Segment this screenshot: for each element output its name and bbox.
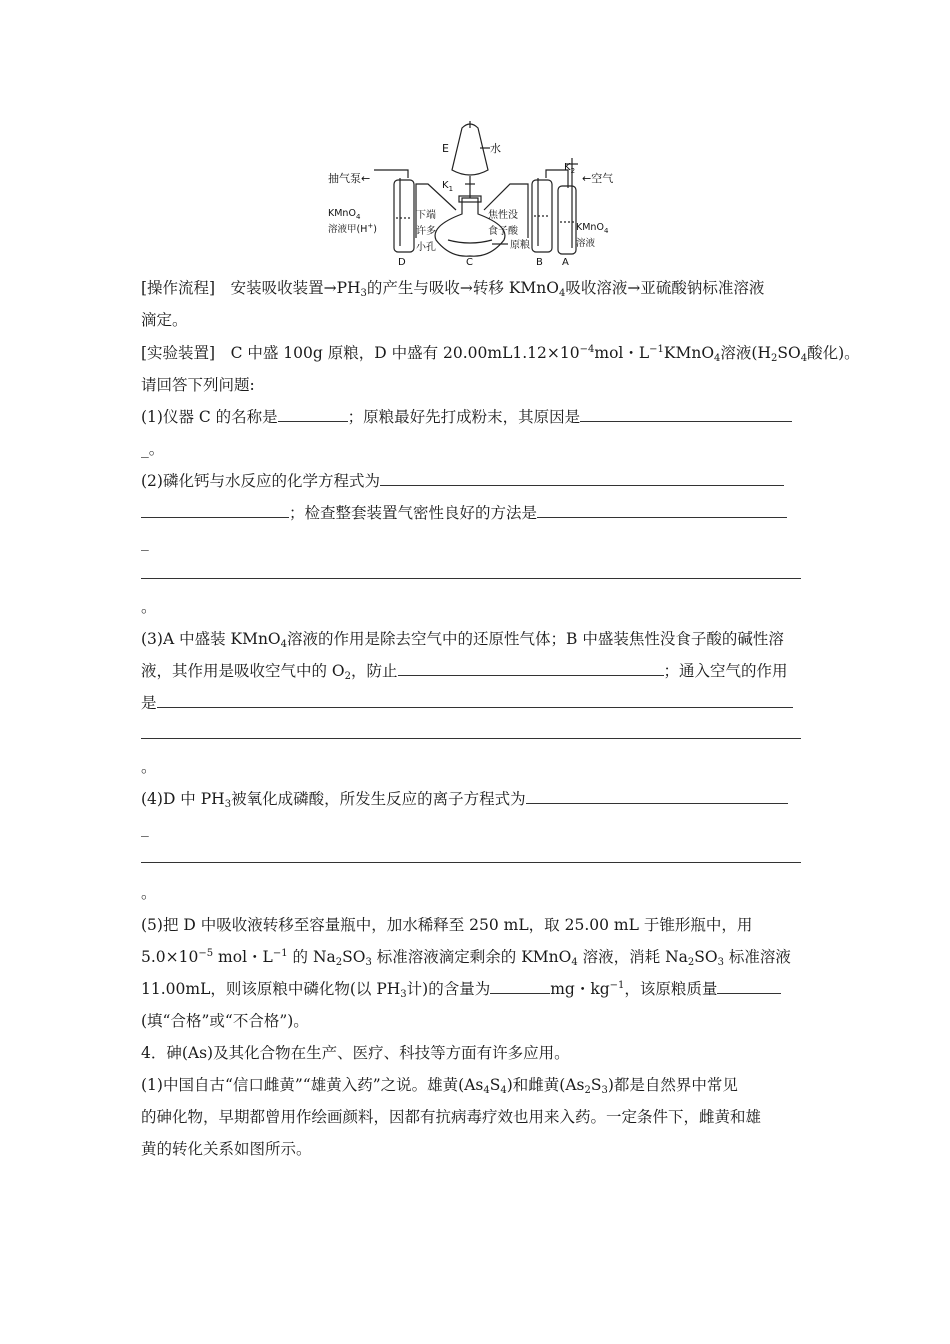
label-solution-left: 溶液甲(H+)	[328, 222, 377, 235]
operation-flow-cont: 滴定。	[141, 311, 188, 329]
question-5: (5)把 D 中吸收液转移至容量瓶中，加水稀释至 250 mL，取 25.00 mL 于锥形瓶中，用	[141, 916, 753, 934]
label-bottom-1: 下端	[416, 210, 436, 221]
answer-blank[interactable]	[537, 501, 787, 518]
question-2-end: 。	[141, 598, 157, 616]
answer-blank[interactable]	[526, 787, 788, 804]
question-5-end: (填“合格”或“不合格”)。	[141, 1012, 309, 1030]
answer-line[interactable]	[141, 738, 801, 739]
label-d: D	[398, 257, 406, 268]
label-k1: $K_1$	[442, 180, 454, 193]
label-air: ←空气	[582, 172, 614, 185]
label-pump: 抽气泵←	[328, 172, 371, 185]
tube-d	[394, 180, 414, 252]
answer-blank[interactable]	[380, 469, 784, 486]
label-bottom-2: 许多	[416, 226, 436, 237]
question-4-end: 。	[141, 884, 157, 902]
tube-a	[558, 186, 576, 254]
question-2-cont: ；检查整套装置气密性良好的方法是	[141, 501, 787, 523]
question-4: (4)D 中 $PH_3$被氧化成磷酸，所发生反应的离子方程式为	[141, 787, 788, 810]
label-pyro-1: 焦性没	[488, 210, 518, 221]
answer-blank[interactable]	[141, 501, 289, 518]
label-e: E	[442, 142, 449, 155]
question-3: (3)A 中盛装 KMnO$_4$溶液的作用是除去空气中的还原性气体；B 中盛装焦性没食子酸的碱性溶	[141, 630, 784, 650]
answer-blank[interactable]	[717, 977, 781, 994]
question-2: (2)磷化钙与水反应的化学方程式为	[141, 469, 784, 491]
problem-4-part-1: (1)中国自古“信口雌黄”“雄黄入药”之说。雄黄$(As_4S_4)$和雌黄$(As_2S_3)$都是自然界中常见	[141, 1076, 738, 1096]
question-prompt: 请回答下列问题:	[141, 376, 255, 394]
answer-blank[interactable]	[157, 691, 793, 708]
operation-flow: [操作流程] 安装吸收装置$\to PH_3$的产生与吸收→转移 KMnO$_4$吸收溶液→亚硫酸钠标准溶液	[141, 279, 765, 299]
question-2-under: _	[141, 533, 149, 551]
label-bottom-3: 小孔	[416, 242, 436, 253]
answer-blank[interactable]	[580, 405, 792, 422]
question-3-cont-2: 是	[141, 691, 793, 713]
answer-line[interactable]	[141, 862, 801, 863]
question-5-cont-2: 11.00mL，则该原粮中磷化物(以 $PH_3$计)的含量为 mg・$kg^{-1}$，该原粮质量	[141, 977, 781, 1000]
label-kmno4-left: KMnO$_4$	[328, 208, 361, 221]
question-5-cont: $5.0\times 10^{-5}$ mol・$L^{-1}$ 的 $Na_2SO_3$ 标准溶液滴定剩余的 KMnO$_4$ 溶液，消耗 $Na_2SO_3$ 标准溶液	[141, 948, 791, 968]
label-kmno4-right: KMnO$_4$	[576, 222, 609, 235]
label-water: 水	[490, 142, 501, 155]
answer-line[interactable]	[141, 578, 801, 579]
answer-blank[interactable]	[490, 977, 550, 994]
problem-4-part-1-cont: 的砷化物，早期都曾用作绘画颜料，因都有抗病毒疗效也用来入药。一定条件下，雌黄和雄	[141, 1108, 762, 1126]
problem-4: 4．砷(As)及其化合物在生产、医疗、科技等方面有许多应用。	[141, 1044, 570, 1062]
question-1: (1)仪器 C 的名称是 ；原粮最好先打成粉末，其原因是	[141, 405, 792, 427]
answer-blank[interactable]	[278, 405, 348, 422]
label-k2: $K_2$	[564, 162, 576, 175]
question-3-cont: 液，其作用是吸收空气中的 $O_2$，防止 ；通入空气的作用	[141, 659, 788, 682]
question-4-under: _	[141, 819, 149, 837]
label-c: C	[466, 257, 473, 268]
answer-blank[interactable]	[398, 659, 664, 676]
question-3-end: 。	[141, 758, 157, 776]
label-a: A	[562, 257, 569, 268]
label-b: B	[536, 257, 543, 268]
label-grain: 原粮	[510, 240, 530, 251]
funnel-e	[452, 124, 488, 175]
question-1-end: _。	[141, 440, 165, 458]
experiment-setup: [实验装置] C 中盛 100g 原粮，D 中盛有 $20.00mL1.12\times 10^{-4}mol$・$L^{-1}KMnO_4$溶液($H_2SO_4$酸化)。	[141, 344, 860, 364]
label-pyro-2: 食子酸	[488, 226, 518, 237]
problem-4-part-1-end: 黄的转化关系如图所示。	[141, 1140, 312, 1158]
apparatus-diagram	[320, 118, 630, 268]
label-solution-right: 溶液	[576, 238, 596, 249]
